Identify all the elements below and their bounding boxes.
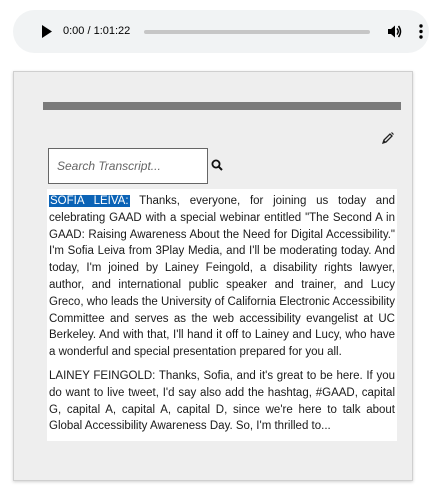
search-icon[interactable] <box>211 159 223 171</box>
transcript-text-segment[interactable]: Thanks, everyone, for joining us today and celebrating GAAD with a special webinar entitled "The Second A in GAAD: Raising Awareness About the Need for Digital Accessibility." I'm Sofia Leiva from 3Play Media, and I'll be moderating today. And today, I'm joined by Lainey Feingold, a disability rights lawyer, author, and international public speaker and trainer, and Lucy Greco, who leads the University of California Electronic Accessibility Committee and serves as the web accessibility evangelist at UC Berkeley. And with that, I'll hand it off to Lainey and Lucy, who have a wonderful and special presentation prepared for you all. <box>49 195 395 359</box>
transcript-header-bar <box>43 102 401 110</box>
transcript-panel <box>13 71 413 481</box>
audio-player[interactable] <box>13 10 429 53</box>
pencil-icon[interactable] <box>381 132 394 145</box>
transcript-paragraph <box>49 193 395 361</box>
play-icon[interactable] <box>40 24 54 39</box>
volume-icon[interactable] <box>387 24 402 39</box>
speaker-label[interactable]: LAINEY FEINGOLD: <box>49 369 156 382</box>
transcript-paragraph <box>49 368 395 435</box>
seek-slider[interactable] <box>144 30 370 34</box>
transcript-text-segment[interactable]: Thanks, Sofia, and it's great to be here. If you do want to live tweet, I'd say also add the hashtag, #GAAD, capital G, capital A, capital A, capital D, since we're here to talk about Global Accessibility Awareness Day. So, I'm thrilled to... <box>49 369 395 433</box>
transcript-text <box>47 189 397 441</box>
more-vert-icon[interactable] <box>414 23 428 40</box>
time-display: 0:00 / 1:01:22 <box>63 25 131 37</box>
search-transcript-input[interactable] <box>48 148 208 184</box>
speaker-label-highlighted[interactable]: SOFIA LEIVA: <box>50 195 129 207</box>
